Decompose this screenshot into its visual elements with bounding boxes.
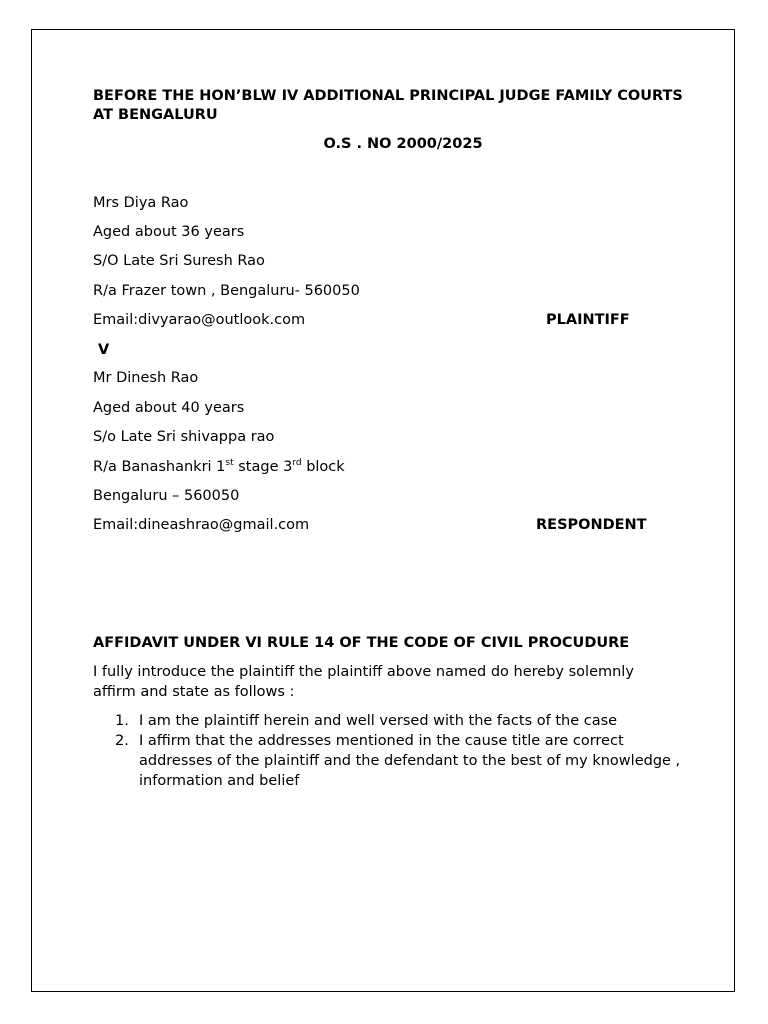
plaintiff-email: Email:divyarao@outlook.com bbox=[93, 312, 306, 328]
respondent-address-prefix: R/a Banashankri 1 bbox=[93, 459, 226, 475]
list-item-text: I am the plaintiff herein and well versed with the facts of the case bbox=[139, 713, 618, 729]
respondent-relation: S/o Late Sri shivappa rao bbox=[93, 429, 275, 445]
respondent-address-sup2: rd bbox=[292, 458, 302, 469]
respondent-role: RESPONDENT bbox=[536, 517, 647, 533]
plaintiff-age: Aged about 36 years bbox=[93, 224, 245, 240]
respondent-name: Mr Dinesh Rao bbox=[93, 370, 199, 386]
list-item-number: 2. bbox=[115, 733, 129, 749]
page-border bbox=[31, 29, 735, 992]
respondent-address-mid: stage 3 bbox=[233, 459, 293, 475]
respondent-email: Email:dineashrao@gmail.com bbox=[93, 517, 310, 533]
list-item bbox=[93, 731, 683, 791]
plaintiff-relation: S/O Late Sri Suresh Rao bbox=[93, 253, 265, 269]
respondent-address-suffix: block bbox=[301, 459, 345, 475]
plaintiff-name: Mrs Diya Rao bbox=[93, 195, 189, 211]
affidavit-list bbox=[93, 711, 683, 791]
affidavit-intro: I fully introduce the plaintiff the plaintiff above named do hereby solemnly affirm and state as follows : bbox=[93, 664, 634, 700]
list-item-text: I affirm that the addresses mentioned in the cause title are correct addresses of the plaintiff and the defendant to the best of my knowledge , information and belief bbox=[139, 733, 681, 789]
list-item bbox=[93, 711, 683, 731]
affidavit-heading: AFFIDAVIT UNDER VI RULE 14 OF THE CODE OF CIVIL PROCUDURE bbox=[93, 635, 630, 651]
case-number: O.S . NO 2000/2025 bbox=[323, 136, 483, 152]
list-item-number: 1. bbox=[115, 713, 129, 729]
plaintiff-role: PLAINTIFF bbox=[546, 312, 630, 328]
court-title: BEFORE THE HON’BLW IV ADDITIONAL PRINCIPAL JUDGE FAMILY COURTS AT BENGALURU bbox=[93, 88, 683, 123]
plaintiff-address: R/a Frazer town , Bengaluru- 560050 bbox=[93, 283, 360, 299]
versus-label: V bbox=[98, 342, 110, 358]
respondent-age: Aged about 40 years bbox=[93, 400, 245, 416]
respondent-address bbox=[93, 458, 345, 477]
respondent-address-sup1: st bbox=[225, 458, 234, 469]
respondent-city: Bengaluru – 560050 bbox=[93, 488, 240, 504]
